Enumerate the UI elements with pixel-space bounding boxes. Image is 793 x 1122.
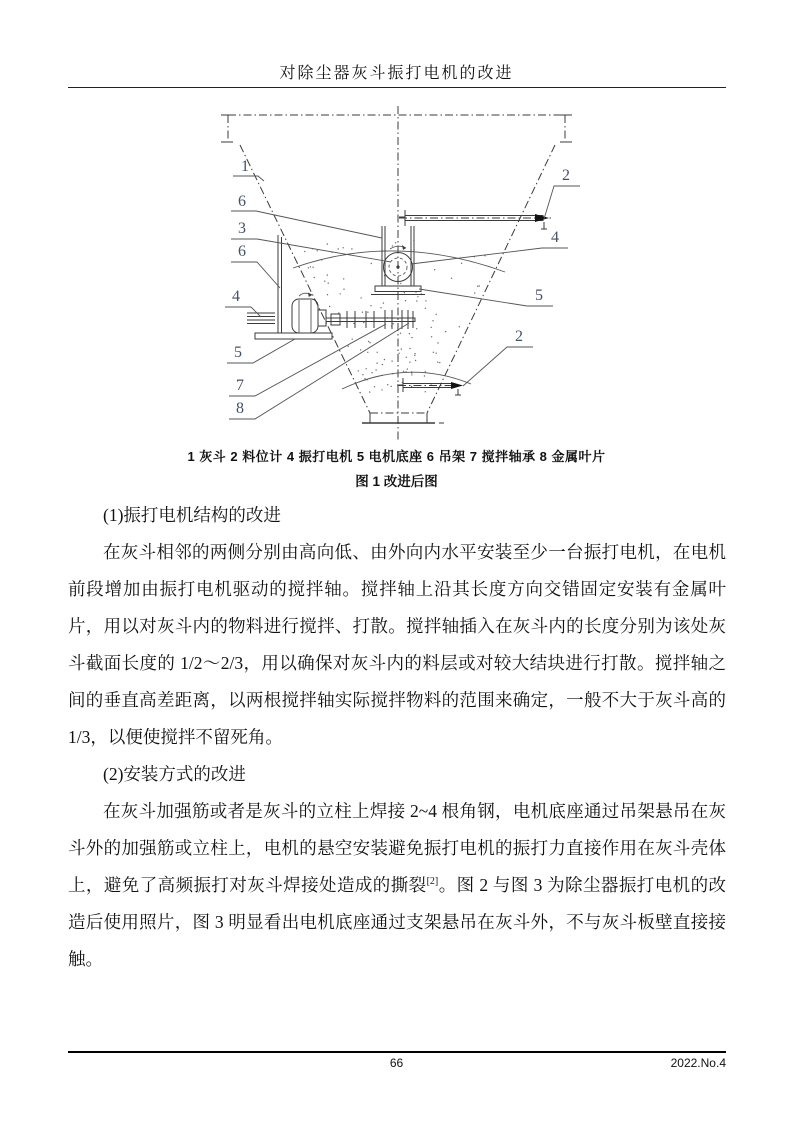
figure-callout: 2 xyxy=(562,167,570,184)
figure-callout: 5 xyxy=(234,344,242,361)
figure-1 xyxy=(195,98,615,443)
header-divider xyxy=(68,87,726,88)
level-gauge-lower xyxy=(397,378,463,395)
issue-label: 2022.No.4 xyxy=(670,1056,726,1070)
body-text xyxy=(68,497,726,978)
figure-callout: 1 xyxy=(241,158,249,175)
footer-divider xyxy=(68,1051,726,1053)
level-gauge-upper xyxy=(399,210,551,229)
figure-callout: 8 xyxy=(236,400,244,417)
figure-callout: 7 xyxy=(236,377,244,394)
figure-callout: 2 xyxy=(515,328,523,345)
reference-marker: [2] xyxy=(426,876,439,888)
section-heading-2: (2)安装方式的改进 xyxy=(103,764,246,784)
page-number: 66 xyxy=(389,1056,404,1070)
figure-title: 图 1 改进后图 xyxy=(355,474,438,489)
section-heading-1: (1)振打电机结构的改进 xyxy=(103,505,281,525)
figure-callout: 5 xyxy=(535,287,543,304)
figure-callout: 6 xyxy=(238,243,246,260)
paragraph-2 xyxy=(68,793,726,978)
paragraph-1: 在灰斗相邻的两侧分别由高向低、由外向内水平安装至少一台振打电机，在电机前段增加由振打电机驱动的搅拌轴。搅拌轴上沿其长度方向交错固定安装有金属叶片，用以对灰斗内的物料进行搅拌、打散。搅拌轴插入在灰斗内的长度分别为该处灰斗截面长度的 1/2～2/3，用以确保对灰斗内的料层或对较大结块进行打散。搅拌轴之间的垂直高差距离，以两根搅拌轴实际搅拌物料的范围来确定，一般不大于灰斗高的 1/3，以便使搅拌不留死角。 xyxy=(68,542,726,747)
motor-assembly-left xyxy=(247,235,332,339)
figure-callout: 3 xyxy=(238,220,246,237)
figure-caption: 1 灰斗 2 料位计 4 振打电机 5 电机底座 6 吊架 7 搅拌轴承 8 金属叶片 xyxy=(187,449,606,464)
figure-callout: 4 xyxy=(551,229,559,246)
page-title: 对除尘器灰斗振打电机的改进 xyxy=(279,65,514,82)
figure-drawing xyxy=(195,98,615,443)
figure-callout: 4 xyxy=(232,288,240,305)
ash-surface-arcs xyxy=(293,251,505,389)
hopper-outline xyxy=(221,115,572,423)
paragraph-2-text: 在灰斗加强筋或者是灰斗的立柱上焊接 2~4 根角钢，电机底座通过吊架悬吊在灰斗外的加强筋或立柱上，电机的悬空安装避免振打电机的振打力直接作用在灰斗壳体上，避免了高频振打对灰斗焊接处造成的撕裂 xyxy=(68,801,726,895)
paragraph-2-text-cont: 。图 2 与图 3 为除尘器振打电机的改造后使用照片，图 3 明显看出电机底座通过支架悬吊在灰斗外，不与灰斗板壁直接接触。 xyxy=(68,875,726,969)
figure-callout: 6 xyxy=(238,193,246,210)
